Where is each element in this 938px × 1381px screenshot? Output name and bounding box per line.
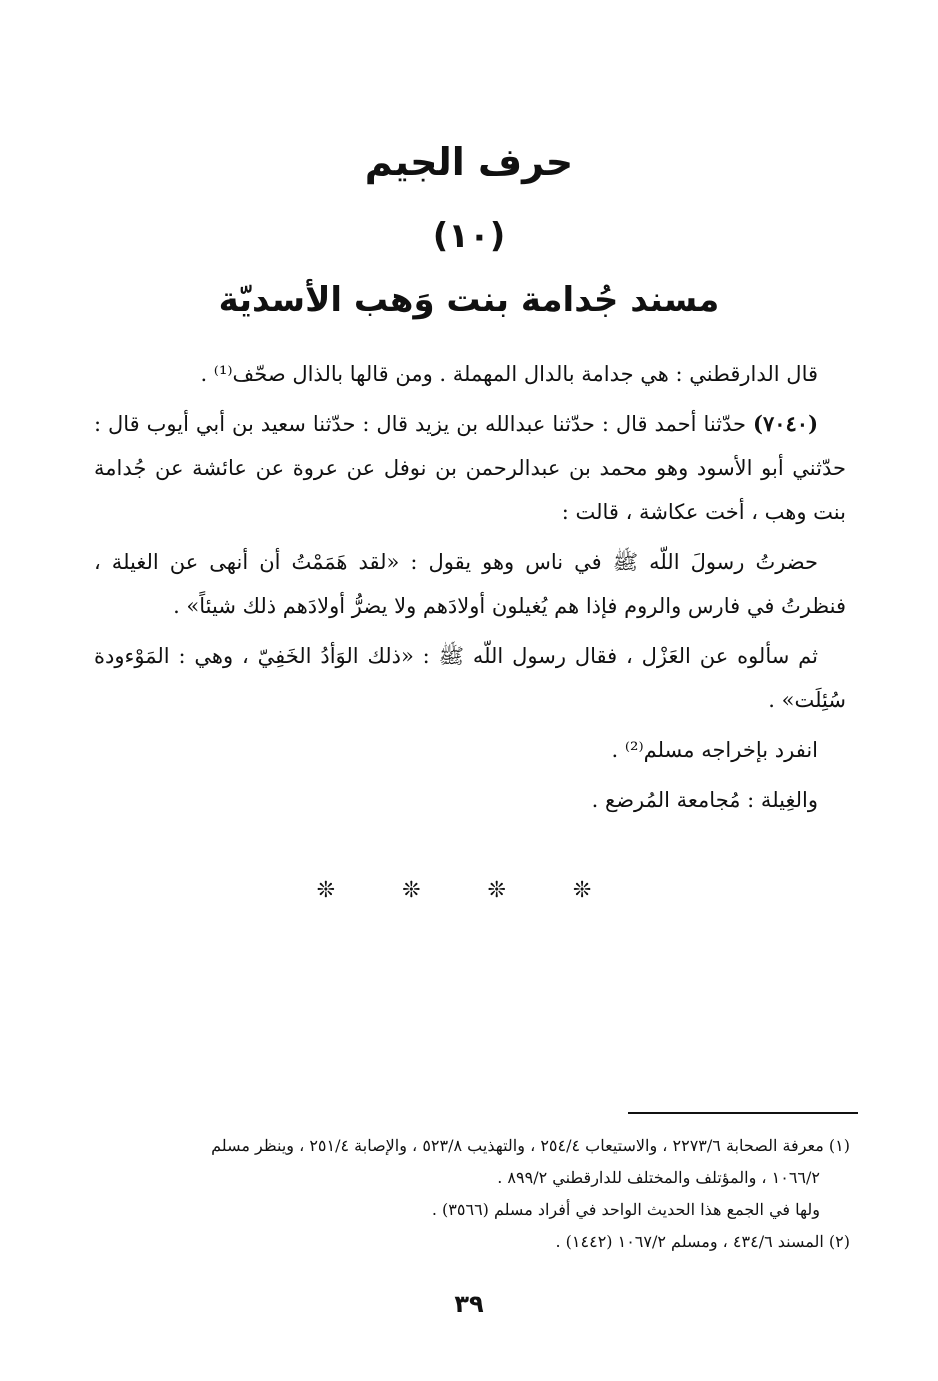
matn-paragraph: حضرتُ رسولَ اللّه ﷺ في ناس وهو يقول : «لقد هَمَمْتُ أن أنهى عن الغيلة ، فنظرتُ في فارس والروم فإذا هم يُغيلون أولادَهم ولا يضرُّ أولادَهم ذلك شيئاً» . <box>94 550 846 618</box>
ghila-definition: والغِيلة : مُجامعة المُرضع . <box>591 788 818 812</box>
intro-paragraph: قال الدارقطني : هي جدامة بالدال المهملة . ومن قالها بالذال صحّف⁽¹⁾ . <box>200 362 818 386</box>
footnotes <box>90 1130 850 1258</box>
body-text <box>94 352 846 828</box>
azl-paragraph: ثم سألوه عن العَزْل ، فقال رسول اللّه ﷺ : «ذلك الوَأدُ الخَفِيّ ، وهي : المَوْءودة سُئِلَت» . <box>94 644 846 712</box>
isnad-paragraph <box>94 402 846 534</box>
musnad-number: (١٠) <box>432 216 506 256</box>
footnote-1-continued: ١٠٦٦/٢ ، والمؤتلف والمختلف للدارقطني ٨٩٩/٢ . <box>497 1168 820 1187</box>
chapter-title: حرف الجيم <box>364 140 574 184</box>
musnad-title: مسند جُدامة بنت وَهب الأسديّة <box>218 280 720 320</box>
takhrij-paragraph: انفرد بإخراجه مسلم⁽²⁾ . <box>611 738 818 762</box>
hadith-number: (٧٠٤٠) <box>753 411 818 436</box>
page-number: ٣٩ <box>454 1290 484 1318</box>
footnote-2: (٢) المسند ٤٣٤/٦ ، ومسلم ١٠٦٧/٢ (١٤٤٢) . <box>555 1232 850 1251</box>
isnad-text: حدّثنا أحمد قال : حدّثنا عبدالله بن يزيد قال : حدّثنا سعيد بن أبي أيوب قال : حدّثني أبو الأسود وهو محمد بن عبدالرحمن بن نوفل عن عروة عن عائشة عن جُدامة بنت وهب ، أخت عكاشة ، قالت : <box>94 412 846 524</box>
footnote-1: (١) معرفة الصحابة ٢٢٧٣/٦ ، والاستيعاب ٢٥٤/٤ ، والتهذيب ٥٢٣/٨ ، والإصابة ٢٥١/٤ ، وينظر مسلم <box>211 1136 850 1155</box>
section-separator: ❊ ❊ ❊ ❊ <box>316 878 622 903</box>
footnote-divider <box>628 1112 858 1114</box>
footnote-1-note: ولها في الجمع هذا الحديث الواحد في أفراد مسلم (٣٥٦٦) . <box>431 1200 820 1219</box>
